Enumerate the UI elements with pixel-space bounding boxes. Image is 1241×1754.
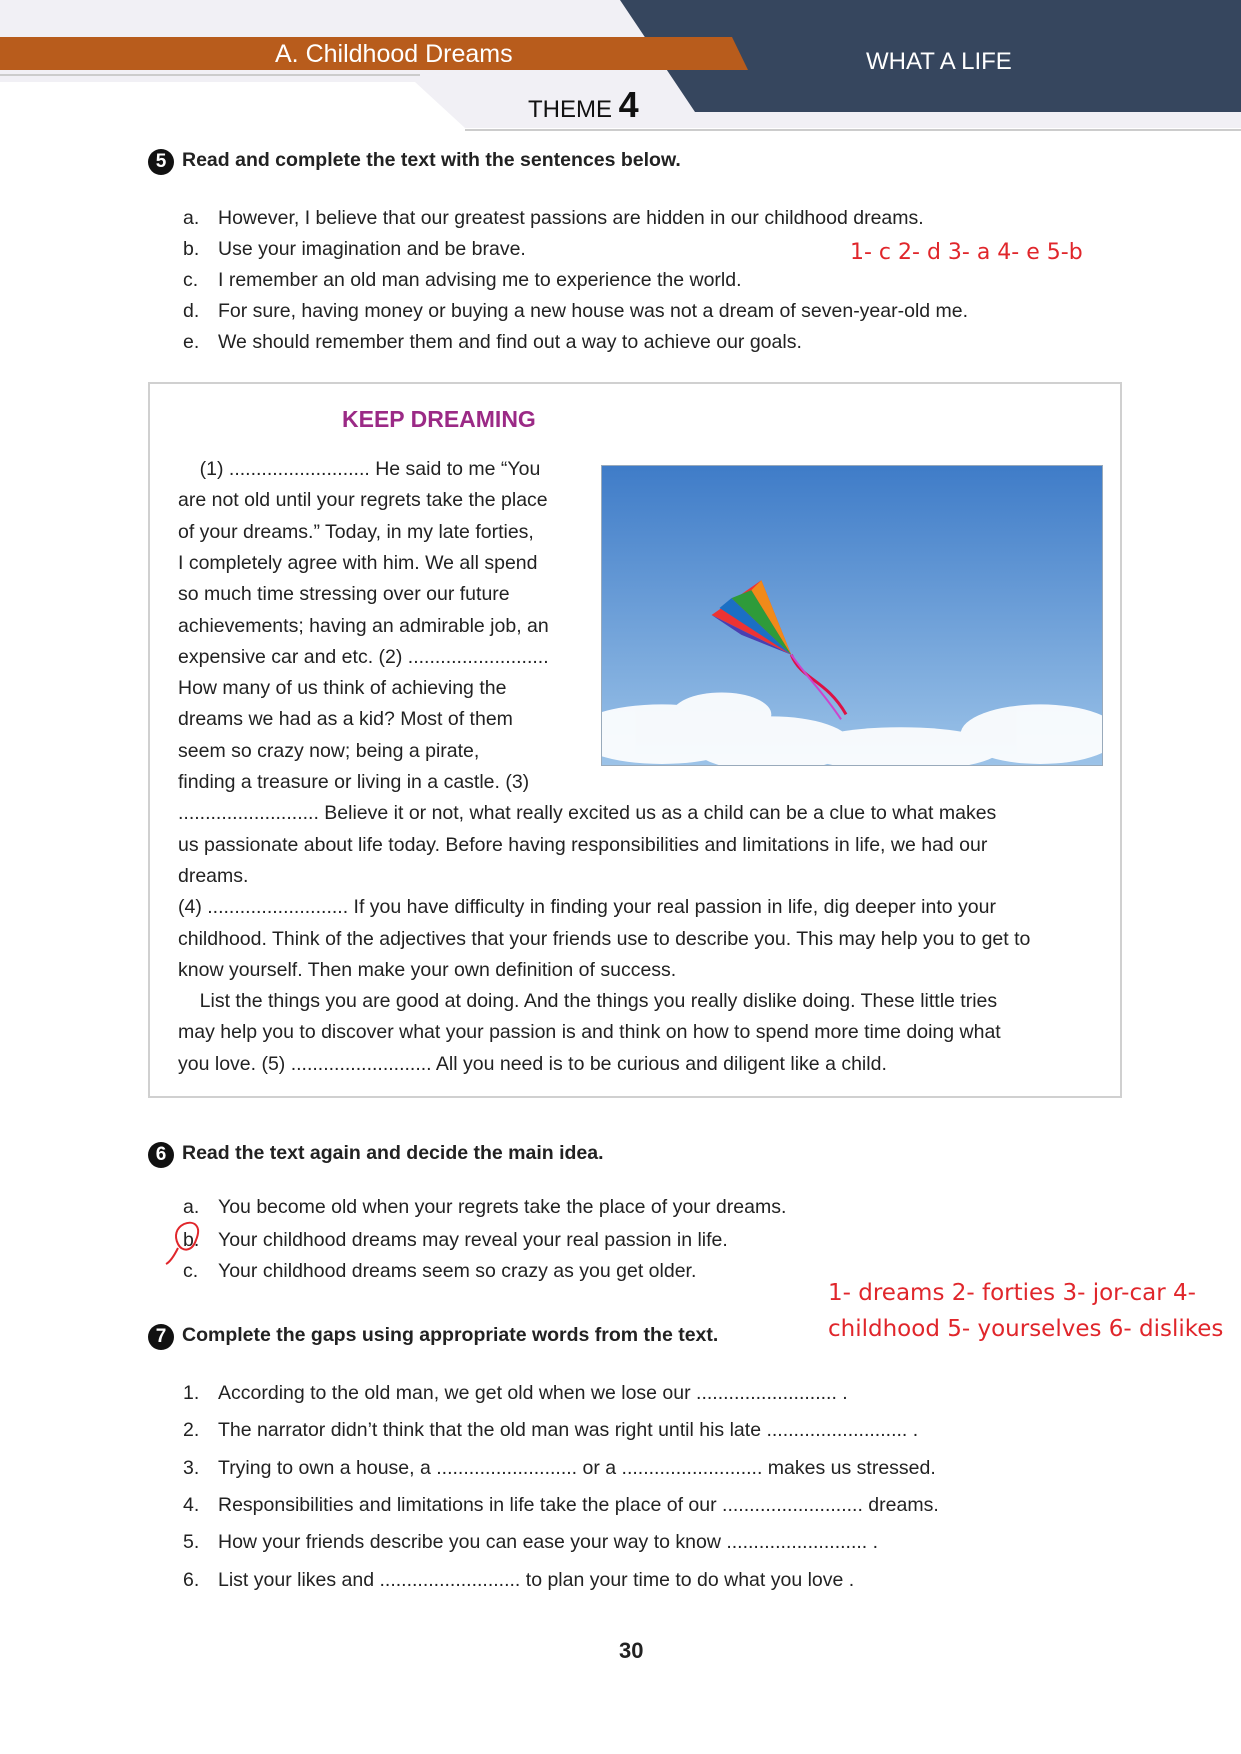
list-item — [183, 1196, 787, 1219]
item-text: However, I believe that our greatest passions are hidden in our childhood dreams. — [218, 207, 924, 229]
gap-item — [183, 1493, 939, 1517]
q6-handwritten-answer-line2: childhood 5- yourselves 6- dislikes — [828, 1316, 1224, 1342]
page-number: 30 — [619, 1638, 644, 1663]
article-line: dreams. — [178, 864, 249, 887]
gap-item — [183, 1382, 848, 1405]
theme-number: 4 — [618, 84, 639, 125]
item-letter: c. — [183, 269, 199, 291]
q6-handwritten-answer-line1: 1- dreams 2- forties 3- jor-car 4- — [828, 1280, 1196, 1306]
article-line: List the things you are good at doing. And the things you really dislike doing. These little tries — [178, 990, 998, 1013]
article-line: (4) .......................... If you have difficulty in finding your real passion in life, dig deeper into your — [178, 896, 996, 919]
theme-label — [528, 84, 639, 126]
q7-instruction: Complete the gaps using appropriate words from the text. — [182, 1324, 719, 1347]
item-text: You become old when your regrets take the place of your dreams. — [218, 1196, 787, 1218]
article-line: us passionate about life today. Before having responsibilities and limitations in life, we had our — [178, 833, 988, 856]
item-text: Responsibilities and limitations in life take the place of our .......................... dreams. — [218, 1493, 939, 1516]
article-line: .......................... Believe it or not, what really excited us as a child can be a clue to what makes — [178, 802, 997, 825]
item-text: The narrator didn’t think that the old man was right until his late .......................... . — [218, 1419, 919, 1442]
item-letter: b. — [183, 238, 200, 260]
item-number: 5. — [183, 1531, 200, 1554]
q7-number: 7 — [148, 1324, 174, 1350]
item-number: 2. — [183, 1419, 200, 1442]
list-item — [183, 331, 802, 354]
item-number: 3. — [183, 1456, 200, 1479]
article-line: achievements; having an admirable job, an — [178, 614, 549, 637]
q5-instruction: Read and complete the text with the sentences below. — [182, 149, 681, 172]
item-text: List your likes and .......................... to plan your time to do what you love . — [218, 1568, 855, 1591]
article-line: seem so crazy now; being a pirate, — [178, 739, 480, 762]
section-title: A. Childhood Dreams — [275, 40, 513, 68]
gap-item — [183, 1531, 879, 1554]
item-text: We should remember them and find out a way to achieve our goals. — [218, 331, 802, 353]
item-letter: b. — [183, 1229, 200, 1251]
q6-number: 6 — [148, 1142, 174, 1168]
article-line: How many of us think of achieving the — [178, 677, 507, 700]
article-line: (1) .......................... He said to me “You — [178, 458, 541, 480]
q5-handwritten-answer: 1- c 2- d 3- a 4- e 5-b — [850, 240, 1083, 265]
article-line: may help you to discover what your passion is and think on how to spend more time doing what — [178, 1021, 1001, 1044]
item-text: Use your imagination and be brave. — [218, 238, 526, 260]
article-line: are not old until your regrets take the place — [178, 489, 548, 512]
item-number: 1. — [183, 1382, 200, 1404]
item-text: For sure, having money or buying a new house was not a dream of seven-year-old me. — [218, 300, 969, 322]
gap-item — [183, 1568, 855, 1592]
q7-heading — [148, 1324, 718, 1350]
item-text: According to the old man, we get old when we lose our .......................... . — [218, 1382, 848, 1404]
item-number: 6. — [183, 1568, 200, 1591]
q5-number: 5 — [148, 149, 174, 175]
article-line: dreams we had as a kid? Most of them — [178, 708, 513, 731]
item-letter: c. — [183, 1260, 199, 1282]
q6-instruction: Read the text again and decide the main idea. — [182, 1142, 604, 1165]
article-line: of your dreams.” Today, in my late forties, — [178, 520, 534, 543]
article-line: so much time stressing over our future — [178, 583, 510, 606]
gap-item — [183, 1419, 919, 1442]
list-item — [183, 207, 924, 230]
article-line: expensive car and etc. (2) .......................... — [178, 645, 549, 668]
item-letter: e. — [183, 331, 200, 353]
handwritten-circle-mark — [162, 1218, 212, 1268]
item-text: Your childhood dreams may reveal your real passion in life. — [218, 1229, 728, 1251]
article-line: finding a treasure or living in a castle. (3) — [178, 771, 530, 793]
item-letter: d. — [183, 300, 200, 322]
theme-word: THEME — [528, 96, 612, 123]
item-letter: a. — [183, 1196, 200, 1218]
gap-item — [183, 1456, 936, 1480]
item-text: How your friends describe you can ease your way to know .......................... . — [218, 1531, 879, 1554]
item-letter: a. — [183, 207, 200, 229]
item-number: 4. — [183, 1493, 200, 1516]
list-item — [183, 269, 742, 292]
item-text: Trying to own a house, a .......................... or a .......................... makes us stressed. — [218, 1456, 936, 1479]
unit-title: WHAT A LIFE — [866, 48, 1012, 75]
article-line: know yourself. Then make your own definition of success. — [178, 958, 677, 981]
item-text: I remember an old man advising me to experience the world. — [218, 269, 742, 291]
list-item — [183, 300, 969, 323]
kite-photo — [601, 465, 1103, 766]
q6-heading — [148, 1142, 604, 1168]
article-title: KEEP DREAMING — [342, 406, 536, 432]
q5-heading — [148, 149, 681, 175]
article-line: I completely agree with him. We all spend — [178, 551, 538, 574]
article-line: you love. (5) .......................... All you need is to be curious and diligent like a child. — [178, 1052, 887, 1075]
list-item — [183, 238, 526, 261]
article-line: childhood. Think of the adjectives that your friends use to describe you. This may help you to get to — [178, 927, 1031, 950]
item-text: Your childhood dreams seem so crazy as you get older. — [218, 1260, 697, 1282]
